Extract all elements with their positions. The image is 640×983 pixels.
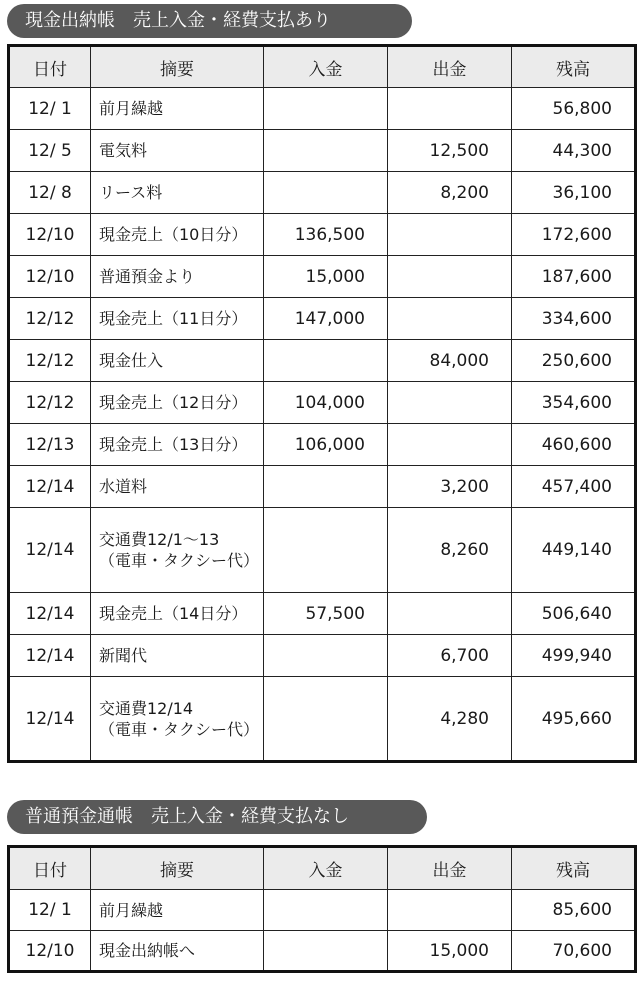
- table-row: [9, 298, 636, 340]
- table-row: [9, 466, 636, 508]
- deposit-cell: [264, 130, 388, 172]
- date-cell: 12/10: [9, 931, 91, 972]
- withdrawal-cell: [388, 382, 512, 424]
- balance-cell: 457,400: [512, 466, 636, 508]
- withdrawal-cell: 8,260: [388, 508, 512, 593]
- date-cell: 12/12: [9, 340, 91, 382]
- table-row: [9, 130, 636, 172]
- balance-cell: 36,100: [512, 172, 636, 214]
- balance-cell: 354,600: [512, 382, 636, 424]
- description-cell: 水道料: [91, 466, 264, 508]
- header-description: 摘要: [91, 46, 264, 88]
- table-row: [9, 931, 636, 972]
- description-cell: [91, 677, 264, 762]
- deposit-cell: 136,500: [264, 214, 388, 256]
- header-date: 日付: [9, 847, 91, 890]
- withdrawal-cell: [388, 890, 512, 931]
- withdrawal-cell: 6,700: [388, 635, 512, 677]
- balance-cell: 56,800: [512, 88, 636, 130]
- deposit-cell: 15,000: [264, 256, 388, 298]
- date-cell: 12/ 1: [9, 890, 91, 931]
- description-cell: 現金売上（10日分）: [91, 214, 264, 256]
- bank-ledger-table: [7, 845, 637, 973]
- table-row: [9, 256, 636, 298]
- description-cell: 前月繰越: [91, 88, 264, 130]
- deposit-cell: [264, 890, 388, 931]
- description-cell: [91, 508, 264, 593]
- balance-cell: 85,600: [512, 890, 636, 931]
- date-cell: 12/12: [9, 382, 91, 424]
- withdrawal-cell: [388, 256, 512, 298]
- withdrawal-cell: 3,200: [388, 466, 512, 508]
- table-row: [9, 214, 636, 256]
- cash-ledger-table: [7, 44, 637, 763]
- date-cell: 12/ 8: [9, 172, 91, 214]
- table-row: [9, 382, 636, 424]
- header-withdrawal: 出金: [388, 847, 512, 890]
- deposit-cell: [264, 340, 388, 382]
- balance-cell: 334,600: [512, 298, 636, 340]
- deposit-cell: [264, 677, 388, 762]
- balance-cell: 70,600: [512, 931, 636, 972]
- description-cell: 普通預金より: [91, 256, 264, 298]
- deposit-cell: [264, 508, 388, 593]
- deposit-cell: [264, 931, 388, 972]
- header-date: 日付: [9, 46, 91, 88]
- date-cell: 12/14: [9, 508, 91, 593]
- table-row: [9, 172, 636, 214]
- date-cell: 12/ 5: [9, 130, 91, 172]
- deposit-cell: [264, 635, 388, 677]
- deposit-cell: 147,000: [264, 298, 388, 340]
- balance-cell: 499,940: [512, 635, 636, 677]
- date-cell: 12/14: [9, 466, 91, 508]
- table-row: [9, 677, 636, 762]
- header-row: [9, 46, 636, 88]
- description-cell: 新聞代: [91, 635, 264, 677]
- table-row: [9, 593, 636, 635]
- table-row: [9, 88, 636, 130]
- date-cell: 12/13: [9, 424, 91, 466]
- description-line: （電車・タクシー代）: [99, 719, 260, 739]
- balance-cell: 506,640: [512, 593, 636, 635]
- description-cell: 現金出納帳へ: [91, 931, 264, 972]
- table-row: [9, 508, 636, 593]
- description-cell: 現金売上（14日分）: [91, 593, 264, 635]
- date-cell: 12/ 1: [9, 88, 91, 130]
- date-cell: 12/14: [9, 677, 91, 762]
- table-row: [9, 635, 636, 677]
- balance-cell: 449,140: [512, 508, 636, 593]
- description-cell: 現金売上（13日分）: [91, 424, 264, 466]
- description-line: 交通費12/14: [99, 698, 194, 718]
- deposit-cell: [264, 466, 388, 508]
- deposit-cell: [264, 172, 388, 214]
- deposit-cell: [264, 88, 388, 130]
- table-row: [9, 890, 636, 931]
- description-cell: 現金売上（11日分）: [91, 298, 264, 340]
- date-cell: 12/12: [9, 298, 91, 340]
- withdrawal-cell: 15,000: [388, 931, 512, 972]
- deposit-cell: 106,000: [264, 424, 388, 466]
- withdrawal-cell: [388, 298, 512, 340]
- header-description: 摘要: [91, 847, 264, 890]
- description-cell: 現金売上（12日分）: [91, 382, 264, 424]
- withdrawal-cell: 4,280: [388, 677, 512, 762]
- header-withdrawal: 出金: [388, 46, 512, 88]
- description-cell: 前月繰越: [91, 890, 264, 931]
- date-cell: 12/14: [9, 593, 91, 635]
- balance-cell: 172,600: [512, 214, 636, 256]
- withdrawal-cell: [388, 593, 512, 635]
- description-line: （電車・タクシー代）: [99, 551, 260, 570]
- date-cell: 12/10: [9, 256, 91, 298]
- withdrawal-cell: [388, 424, 512, 466]
- header-balance: 残高: [512, 46, 636, 88]
- balance-cell: 44,300: [512, 130, 636, 172]
- bank-ledger-title: 普通預金通帳 売上入金・経費支払なし: [7, 800, 427, 834]
- description-cell: 現金仕入: [91, 340, 264, 382]
- description-cell: 電気料: [91, 130, 264, 172]
- description-line: 交通費12/1～13: [99, 530, 220, 549]
- withdrawal-cell: 12,500: [388, 130, 512, 172]
- date-cell: 12/14: [9, 635, 91, 677]
- header-row: [9, 847, 636, 890]
- deposit-cell: 104,000: [264, 382, 388, 424]
- table-row: [9, 340, 636, 382]
- withdrawal-cell: 84,000: [388, 340, 512, 382]
- header-deposit: 入金: [264, 847, 388, 890]
- withdrawal-cell: [388, 214, 512, 256]
- deposit-cell: 57,500: [264, 593, 388, 635]
- balance-cell: 460,600: [512, 424, 636, 466]
- header-balance: 残高: [512, 847, 636, 890]
- withdrawal-cell: 8,200: [388, 172, 512, 214]
- description-cell: リース料: [91, 172, 264, 214]
- header-deposit: 入金: [264, 46, 388, 88]
- date-cell: 12/10: [9, 214, 91, 256]
- table-row: [9, 424, 636, 466]
- balance-cell: 187,600: [512, 256, 636, 298]
- cash-ledger-title: 現金出納帳 売上入金・経費支払あり: [7, 4, 412, 38]
- balance-cell: 250,600: [512, 340, 636, 382]
- withdrawal-cell: [388, 88, 512, 130]
- balance-cell: 495,660: [512, 677, 636, 762]
